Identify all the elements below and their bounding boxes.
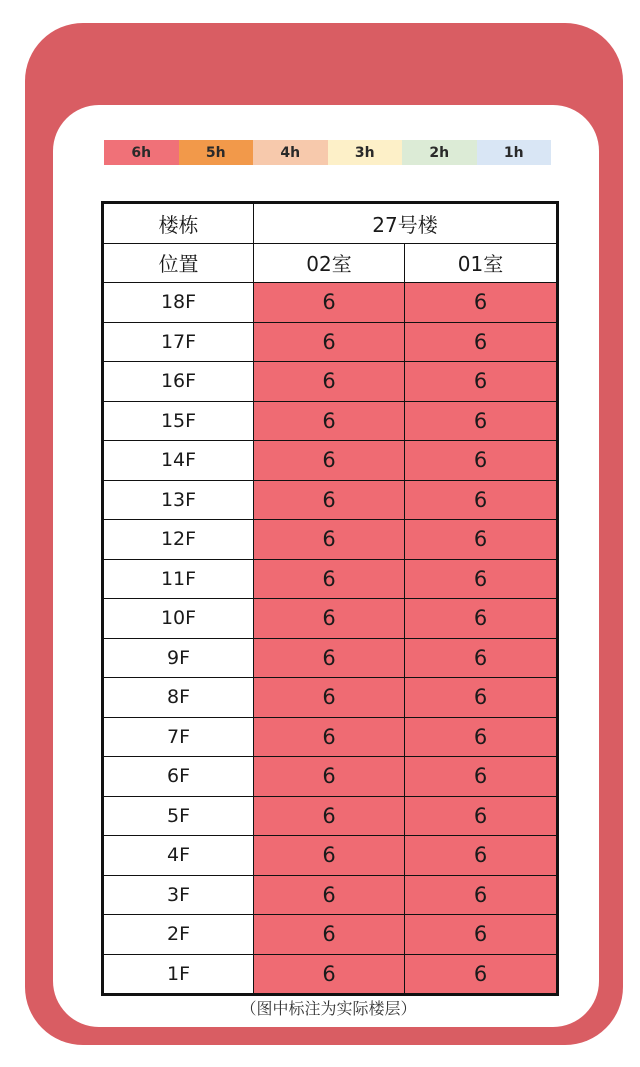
floor-label: 6F bbox=[103, 757, 254, 797]
table-row bbox=[103, 757, 558, 797]
hours-cell: 6 bbox=[405, 954, 558, 995]
hours-cell: 6 bbox=[254, 480, 405, 520]
floor-label: 1F bbox=[103, 954, 254, 995]
table-row bbox=[103, 520, 558, 560]
floor-label: 15F bbox=[103, 401, 254, 441]
table-row bbox=[103, 322, 558, 362]
hours-cell: 6 bbox=[254, 559, 405, 599]
table-row bbox=[103, 717, 558, 757]
hours-cell: 6 bbox=[405, 401, 558, 441]
hours-cell: 6 bbox=[254, 954, 405, 995]
hours-cell: 6 bbox=[254, 599, 405, 639]
building-label: 楼栋 bbox=[103, 203, 254, 244]
hours-cell: 6 bbox=[405, 757, 558, 797]
table-row bbox=[103, 401, 558, 441]
hours-cell: 6 bbox=[254, 757, 405, 797]
floor-label: 3F bbox=[103, 875, 254, 915]
unit-header-02: 02室 bbox=[254, 243, 405, 283]
legend-item-5h: 5h bbox=[179, 140, 254, 165]
hours-cell: 6 bbox=[405, 915, 558, 955]
legend-item-2h: 2h bbox=[402, 140, 477, 165]
floor-label: 13F bbox=[103, 480, 254, 520]
hours-cell: 6 bbox=[405, 441, 558, 481]
table-row bbox=[103, 954, 558, 995]
hours-cell: 6 bbox=[405, 836, 558, 876]
legend-item-3h: 3h bbox=[328, 140, 403, 165]
hours-cell: 6 bbox=[405, 599, 558, 639]
legend-item-4h: 4h bbox=[253, 140, 328, 165]
table-row bbox=[103, 796, 558, 836]
table-row bbox=[103, 559, 558, 599]
floor-label: 8F bbox=[103, 678, 254, 718]
hours-cell: 6 bbox=[405, 520, 558, 560]
hours-cell: 6 bbox=[254, 322, 405, 362]
floor-label: 5F bbox=[103, 796, 254, 836]
table-row bbox=[103, 480, 558, 520]
table-row bbox=[103, 638, 558, 678]
floor-label: 4F bbox=[103, 836, 254, 876]
floor-label: 11F bbox=[103, 559, 254, 599]
floor-label: 9F bbox=[103, 638, 254, 678]
hours-cell: 6 bbox=[254, 441, 405, 481]
floor-label: 2F bbox=[103, 915, 254, 955]
floor-label: 17F bbox=[103, 322, 254, 362]
header-row-position bbox=[103, 243, 558, 283]
hours-cell: 6 bbox=[254, 520, 405, 560]
sunlight-hours-table bbox=[101, 201, 559, 996]
table-row bbox=[103, 599, 558, 639]
floor-label: 14F bbox=[103, 441, 254, 481]
hours-cell: 6 bbox=[405, 717, 558, 757]
table-row bbox=[103, 836, 558, 876]
legend-item-6h: 6h bbox=[104, 140, 179, 165]
hours-cell: 6 bbox=[254, 717, 405, 757]
hours-cell: 6 bbox=[405, 678, 558, 718]
hours-cell: 6 bbox=[405, 638, 558, 678]
hours-cell: 6 bbox=[405, 283, 558, 323]
hours-cell: 6 bbox=[254, 638, 405, 678]
hours-cell: 6 bbox=[254, 401, 405, 441]
floor-label: 16F bbox=[103, 362, 254, 402]
hours-cell: 6 bbox=[254, 796, 405, 836]
floor-label: 7F bbox=[103, 717, 254, 757]
table-row bbox=[103, 283, 558, 323]
table-row bbox=[103, 678, 558, 718]
unit-header-01: 01室 bbox=[405, 243, 558, 283]
table-row bbox=[103, 362, 558, 402]
hours-cell: 6 bbox=[254, 915, 405, 955]
building-value: 27号楼 bbox=[254, 203, 558, 244]
footnote: （图中标注为实际楼层） bbox=[240, 999, 417, 1018]
table-row bbox=[103, 915, 558, 955]
hours-cell: 6 bbox=[405, 322, 558, 362]
hours-cell: 6 bbox=[254, 362, 405, 402]
header-row-building bbox=[103, 203, 558, 244]
hours-cell: 6 bbox=[254, 875, 405, 915]
hours-legend bbox=[104, 140, 551, 165]
hours-cell: 6 bbox=[405, 875, 558, 915]
hours-cell: 6 bbox=[405, 559, 558, 599]
legend-item-1h: 1h bbox=[477, 140, 552, 165]
floor-label: 10F bbox=[103, 599, 254, 639]
hours-cell: 6 bbox=[405, 480, 558, 520]
hours-cell: 6 bbox=[254, 283, 405, 323]
hours-cell: 6 bbox=[254, 678, 405, 718]
table-row bbox=[103, 441, 558, 481]
position-label: 位置 bbox=[103, 243, 254, 283]
hours-cell: 6 bbox=[405, 796, 558, 836]
hours-cell: 6 bbox=[405, 362, 558, 402]
hours-cell: 6 bbox=[254, 836, 405, 876]
table-row bbox=[103, 875, 558, 915]
floor-label: 12F bbox=[103, 520, 254, 560]
floor-label: 18F bbox=[103, 283, 254, 323]
